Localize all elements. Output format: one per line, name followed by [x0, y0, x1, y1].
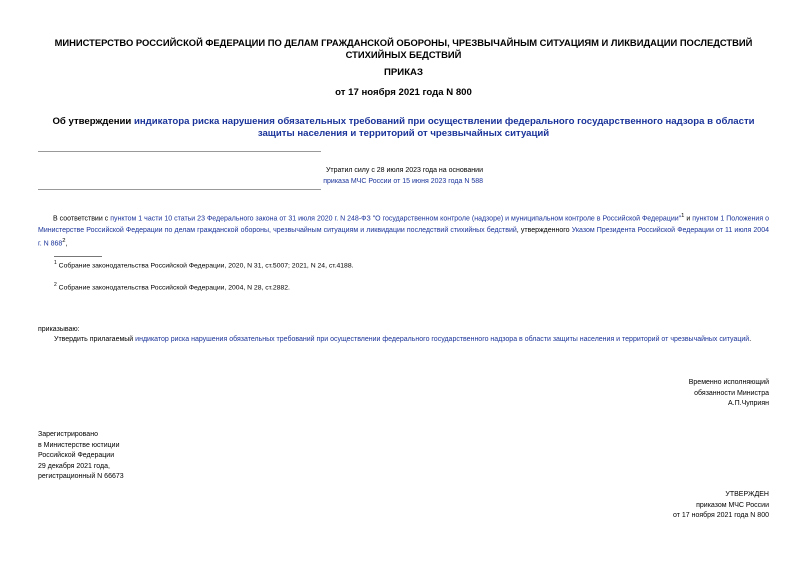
footnote-ref-2[interactable]: 2	[62, 238, 66, 245]
registration-number: регистрационный N 66673	[38, 473, 124, 480]
registration-line: Зарегистрировано	[38, 431, 98, 438]
registration-date: 29 декабря 2021 года,	[38, 462, 110, 470]
approve-suffix: .	[749, 336, 752, 343]
preamble-paragraph	[38, 211, 769, 250]
indicator-link[interactable]: индикатор риска нарушения обязательных требований при осуществлении федерального государственного надзора в области защиты населения и территорий от чрезвычайных ситуаций	[135, 336, 750, 343]
footnote-mark: 1	[54, 260, 57, 266]
status-note	[38, 165, 483, 187]
footnote-ref-1[interactable]: 1	[681, 213, 685, 219]
subject-link[interactable]: индикатора риска нарушения обязательных требований при осуществлении федерального государственного надзора в области защиты населения и территорий от чрезвычайных ситуаций	[133, 116, 755, 139]
footnote-2	[54, 281, 290, 292]
registration-block	[38, 430, 124, 483]
status-link[interactable]: приказа МЧС России от 15 июня 2023 года N 588	[323, 178, 483, 185]
signer-block	[560, 378, 769, 410]
divider-bottom	[38, 189, 321, 190]
approved-block	[560, 490, 769, 522]
approved-by: приказом МЧС России	[696, 501, 769, 509]
document-subject	[50, 116, 757, 140]
approve-clause	[54, 336, 751, 343]
subject-prefix: Об утверждении	[52, 116, 134, 127]
approve-prefix: Утвердить прилагаемый	[54, 336, 136, 343]
regulation-link[interactable]: пунктом 1 Положения о Министерстве Российской Федерации по делам гражданской обороны, чрезвычайным ситуациям и ликвидации последствий стихийных бедствий	[38, 215, 769, 234]
document-type: ПРИКАЗ	[384, 67, 423, 78]
preamble-text: В соответствии с	[53, 215, 111, 223]
registration-line: Российской Федерации	[38, 452, 115, 459]
order-word: приказываю:	[38, 326, 80, 333]
approved-date: от 17 ноября 2021 года N 800	[673, 512, 769, 519]
footnote-text: Собрание законодательства Российской Федерации, 2020, N 31, ст.5007; 2021, N 24, ст.4188.	[56, 262, 354, 270]
approved-title: УТВЕРЖДЕН	[725, 491, 769, 498]
preamble-text: , утвержденного	[516, 226, 572, 234]
law-248-link[interactable]: пунктом 1 части 10 статьи 23 Федерального закона от 31 июля 2020 г. N 248-ФЗ "О государственном контроле (надзоре) и муниципальном контроле в Российской Федерации"	[110, 215, 682, 223]
signer-title: Временно исполняющий	[688, 379, 769, 386]
footnote-divider	[54, 256, 102, 257]
status-line: Утратил силу с 28 июля 2023 года на основании	[325, 167, 483, 174]
signer-title: обязанности Министра	[694, 389, 769, 397]
document-date-number: от 17 ноября 2021 года N 800	[335, 87, 472, 98]
footnote-1	[54, 259, 354, 270]
registration-line: в Министерстве юстиции	[38, 441, 120, 449]
preamble-text: и	[684, 215, 693, 223]
footnote-mark: 2	[54, 282, 57, 288]
ministry-heading: МИНИСТЕРСТВО РОССИЙСКОЙ ФЕДЕРАЦИИ ПО ДЕЛАМ ГРАЖДАНСКОЙ ОБОРОНЫ, ЧРЕЗВЫЧАЙНЫМ СИТУАЦИЯМ И ЛИКВИДАЦИИ ПОСЛЕДСТВИЙ СТИХИЙНЫХ БЕДСТВИЙ	[54, 37, 753, 60]
footnote-text: Собрание законодательства Российской Федерации, 2004, N 28, ст.2882.	[56, 284, 290, 292]
divider-top	[38, 151, 321, 152]
decree-868-link[interactable]: Указом Президента Российской Федерации от 11 июля 2004 г. N 868	[38, 226, 769, 248]
preamble-text: ,	[65, 240, 68, 248]
signer-name: А.П.Чуприян	[727, 400, 769, 407]
